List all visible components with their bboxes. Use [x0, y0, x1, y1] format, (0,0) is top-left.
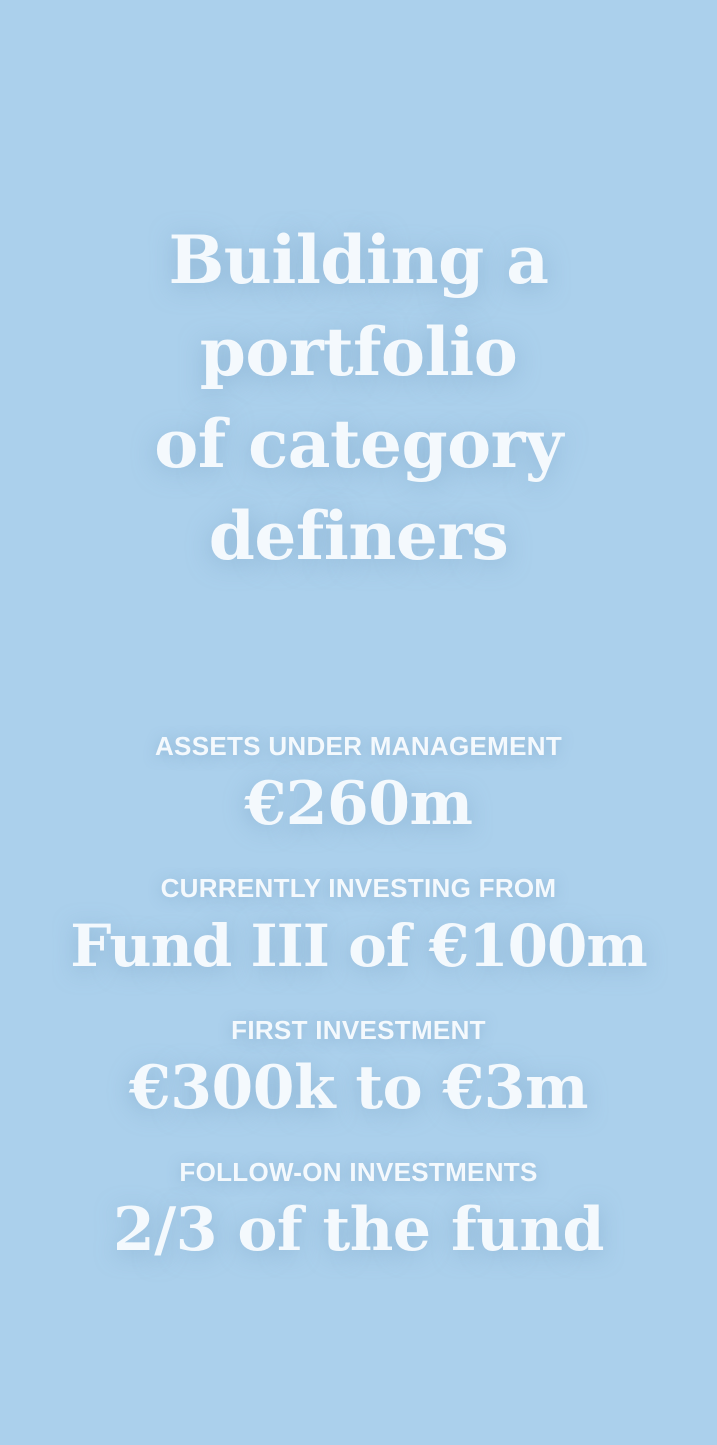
headline-line: of category	[154, 405, 563, 483]
first-investment-value: €300k to €3m	[128, 1053, 589, 1123]
headline-line: portfolio	[199, 313, 518, 391]
currently-investing-value: Fund III of €100m	[70, 912, 647, 980]
follow-on-investments-label: FOLLOW-ON INVESTMENTS	[179, 1157, 538, 1187]
assets-under-management-label: ASSETS UNDER MANAGEMENT	[154, 731, 563, 761]
page-headline	[0, 214, 717, 582]
follow-on-investments-value: 2/3 of the fund	[113, 1195, 604, 1265]
assets-under-management-value: €260m	[244, 769, 473, 839]
currently-investing-label: CURRENTLY INVESTING FROM	[160, 873, 557, 903]
headline-line: definers	[208, 497, 509, 575]
first-investment-label: FIRST INVESTMENT	[231, 1015, 486, 1045]
headline-line: Building a	[168, 221, 549, 299]
